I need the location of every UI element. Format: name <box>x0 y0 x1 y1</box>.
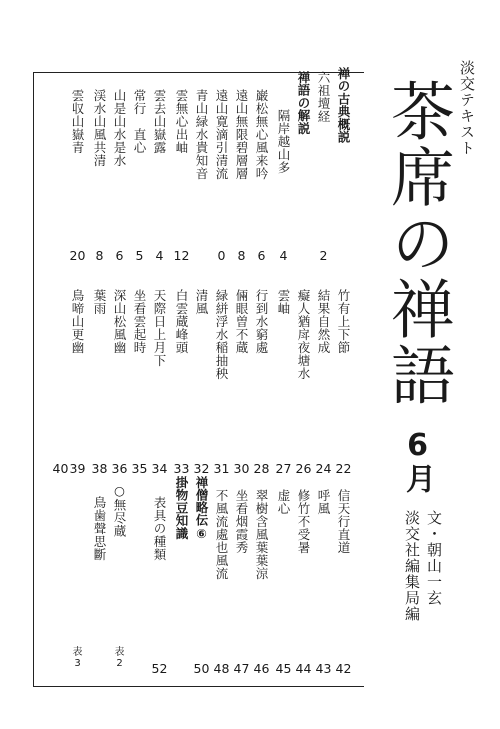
page-number: 26 <box>295 461 312 476</box>
toc-column <box>233 73 250 686</box>
toc-entry: 呼風 <box>316 489 331 515</box>
toc-entry: 隔岸越山多 <box>276 109 291 174</box>
toc-column <box>131 73 148 686</box>
page-number: 8 <box>95 248 104 263</box>
toc-entry: 鳥啼山更幽 <box>70 289 85 354</box>
section-heading: 禅語の解説 <box>296 71 311 135</box>
toc-entry: 行到水窮處 <box>254 289 269 354</box>
page-number: 43 <box>315 661 332 676</box>
page-number: 36 <box>111 461 128 476</box>
toc-entry: 雲去山嶽露 <box>152 89 167 154</box>
toc-entry: 坐看烟霞秀 <box>234 489 249 554</box>
page-number: 38 <box>91 461 108 476</box>
page-number: 44 <box>295 661 312 676</box>
toc-entry: 竹有上下節 <box>336 289 351 354</box>
section-heading: 禅僧略伝⑥ <box>194 476 209 541</box>
page-number: 31 <box>213 461 230 476</box>
circled-number: ⑥ <box>194 526 209 541</box>
page-number: 8 <box>237 248 246 263</box>
table-of-contents <box>33 67 364 687</box>
toc-entry: 清風 <box>194 289 209 315</box>
toc-entry: 雲岫 <box>276 289 291 315</box>
page-number: 39 <box>69 461 86 476</box>
page-number: 33 <box>173 461 190 476</box>
toc-entry: 信天行直道 <box>336 489 351 554</box>
toc-entry: 青山緑水貴知音 <box>194 89 209 180</box>
toc-column <box>193 73 210 686</box>
page-number: 5 <box>135 248 144 263</box>
page-number: 50 <box>193 661 210 676</box>
page-number: 30 <box>233 461 250 476</box>
page-number: 22 <box>335 461 352 476</box>
page-number: 2 <box>319 248 328 263</box>
toc-entry: 表具の種類 <box>152 496 167 561</box>
editor-credit: 淡交社編集局編 <box>403 510 421 622</box>
toc-entry: 緑絣浮水稲抽秧 <box>214 289 229 380</box>
page-number: 6 <box>257 248 266 263</box>
toc-entry: 渓水山風共清 <box>92 89 107 167</box>
toc-entry: ○無尽蔵 <box>112 483 127 538</box>
toc-entry: 結果自然成 <box>316 289 331 354</box>
series-label: 淡交テキスト <box>458 60 476 156</box>
toc-entry: 常行 直心 <box>132 89 147 154</box>
toc-entry: 深山松風幽 <box>112 289 127 354</box>
page-number: 45 <box>275 661 292 676</box>
toc-column <box>52 73 69 686</box>
toc-entry: 雲収山嶽青 <box>70 89 85 154</box>
toc-entry: 葉雨 <box>92 289 107 315</box>
page-number: 27 <box>275 461 292 476</box>
toc-column <box>173 73 190 686</box>
toc-column <box>213 73 230 686</box>
toc-entry: 翠樹含風葉葉涼 <box>254 489 269 580</box>
page-number: 42 <box>335 661 352 676</box>
toc-entry: 天際日上月下 <box>152 289 167 367</box>
toc-entry: 遠山無限碧層層 <box>234 89 249 180</box>
page-number: 24 <box>315 461 332 476</box>
toc-entry: 巌松無心風来吟 <box>254 89 269 180</box>
page-number: 6 <box>115 248 124 263</box>
month-label: 6月 <box>400 428 435 493</box>
page-number: 48 <box>213 661 230 676</box>
page-number: 52 <box>151 661 168 676</box>
page-number: 46 <box>253 661 270 676</box>
section-heading: 禅の古典概説 <box>336 67 351 144</box>
page-number: 34 <box>151 461 168 476</box>
toc-column <box>91 73 108 686</box>
page-number: 表 2 <box>114 647 125 669</box>
book-title: 茶席の禅語 <box>380 78 454 408</box>
toc-entry: 坐看雲起時 <box>132 289 147 354</box>
toc-entry: 六祖壇経 <box>316 71 331 123</box>
toc-entry: 倆眼曽不蔵 <box>234 289 249 354</box>
toc-entry: 虚心 <box>276 489 291 515</box>
page-number: 12 <box>173 248 190 263</box>
toc-entry: 鳥歯聲思斷 <box>92 496 107 561</box>
page-number: 32 <box>193 461 210 476</box>
toc-column <box>275 73 292 686</box>
toc-entry: 修竹不受暑 <box>296 489 311 554</box>
page-number: 47 <box>233 661 250 676</box>
toc-entry: 不風流處也風流 <box>214 489 229 580</box>
toc-entry: 遠山寛滴引清流 <box>214 89 229 180</box>
toc-column <box>315 73 332 686</box>
page-number: 20 <box>69 248 86 263</box>
author-credit: 文・朝山一玄 <box>425 510 443 606</box>
page-number: 0 <box>217 248 226 263</box>
page-number: 28 <box>253 461 270 476</box>
toc-column <box>253 73 270 686</box>
page-number: 4 <box>279 248 288 263</box>
toc-column <box>295 73 312 686</box>
page-number: 4 <box>155 248 164 263</box>
section-heading: 掛物豆知識 <box>174 476 189 540</box>
toc-entry: 山是山水是水 <box>112 89 127 167</box>
page-number: 表 3 <box>72 647 83 669</box>
toc-entry: 白雲蔵峰頭 <box>174 289 189 354</box>
page-number: 35 <box>131 461 148 476</box>
toc-entry: 雲無心出岫 <box>174 89 189 154</box>
page-number: 40 <box>52 461 69 476</box>
toc-column <box>111 73 128 686</box>
toc-column <box>151 73 168 686</box>
toc-column <box>69 73 86 686</box>
toc-entry: 癡人猶戽夜塘水 <box>296 289 311 380</box>
toc-column <box>335 67 352 686</box>
